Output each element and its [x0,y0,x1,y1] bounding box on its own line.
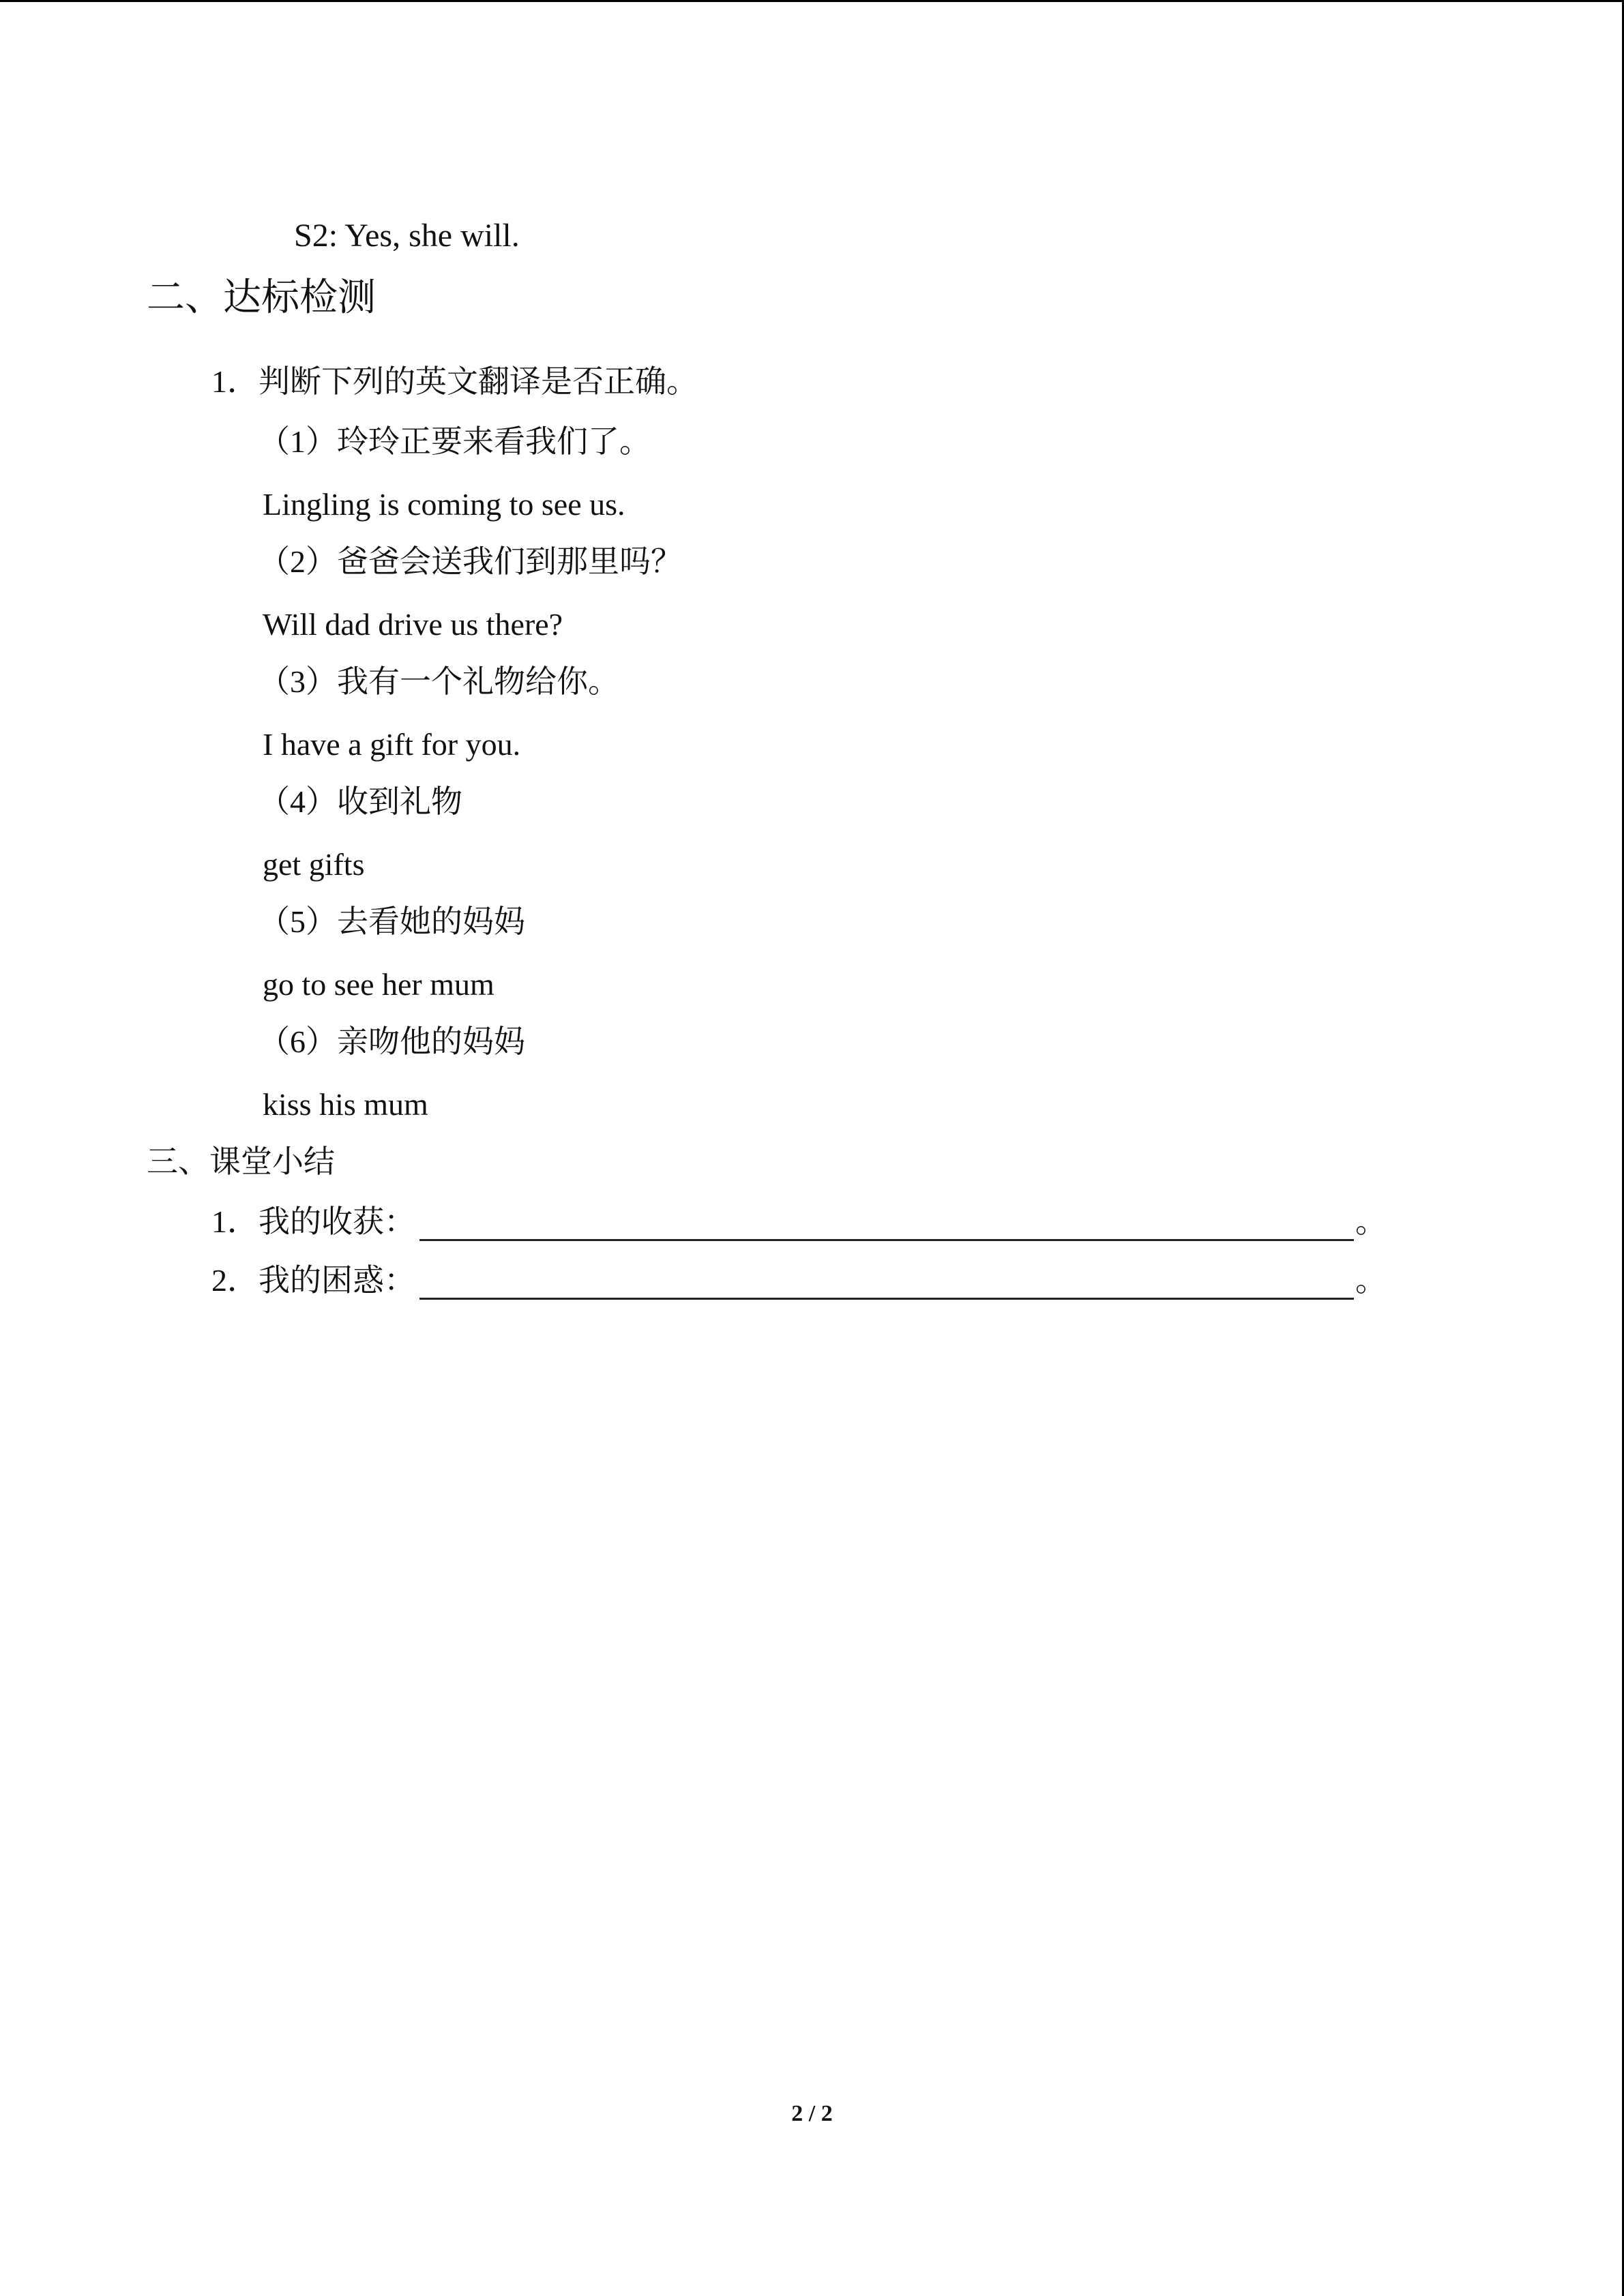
item-1-english: Lingling is coming to see us. [263,487,625,522]
item-5-english: go to see her mum [263,967,494,1002]
section-heading-assessment: 二、达标检测 [147,277,376,319]
item-6-chinese: （6）亲吻他的妈妈 [259,1024,525,1059]
item-4-chinese: （4）收到礼物 [259,784,462,819]
item-5-chinese: （5）去看她的妈妈 [259,904,525,939]
item-2-english: Will dad drive us there? [263,607,563,642]
item-4-english: get gifts [263,847,365,882]
item-6-english: kiss his mum [263,1087,428,1122]
question-1-prompt: 1．判断下列的英文翻译是否正确。 [211,364,698,399]
item-1-chinese: （1）玲玲正要来看我们了。 [259,424,651,459]
summary-gain-label: 1．我的收获： [211,1204,415,1239]
summary-confusion-end-mark: 。 [1355,1263,1387,1298]
page-number: 2 / 2 [791,2101,833,2126]
page-border-top [0,0,1624,2]
summary-confusion-row [211,1262,1387,1300]
item-3-english: I have a gift for you. [263,727,521,762]
summary-gain-blank[interactable] [419,1209,1354,1241]
summary-confusion-blank[interactable] [419,1268,1354,1300]
summary-gain-row [211,1203,1387,1241]
dialog-line: S2: Yes, she will. [294,218,520,254]
item-3-chinese: （3）我有一个礼物给你。 [259,664,619,699]
item-2-chinese: （2）爸爸会送我们到那里吗？ [259,544,682,579]
summary-confusion-label: 2．我的困惑： [211,1263,415,1298]
section-heading-summary: 三、课堂小结 [147,1144,335,1179]
summary-gain-end-mark: 。 [1355,1204,1387,1239]
